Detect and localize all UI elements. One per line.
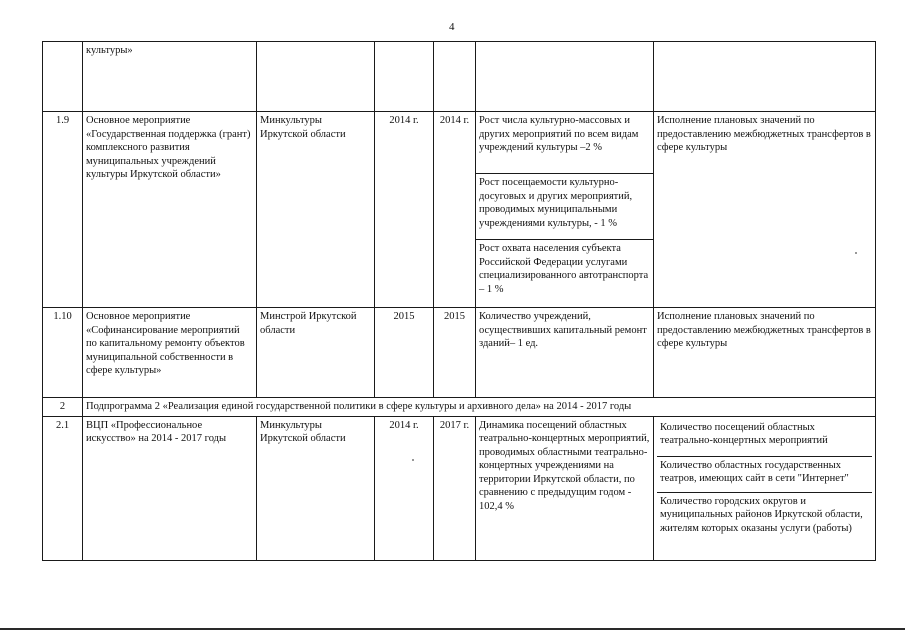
table-row-2-1 — [43, 416, 876, 560]
event-cell: Основное мероприятие «Государственная поддержка (грант) комплексного развития муниципальных учреждений культуры Иркутской области» — [83, 112, 257, 308]
start-year-cell: 2015 — [375, 308, 434, 398]
event-cell: культуры» — [83, 42, 257, 112]
end-year-cell — [434, 42, 476, 112]
table-row-subprogram-2 — [43, 398, 876, 417]
executor-cell — [257, 42, 375, 112]
event-cell: Основное мероприятие «Софинансирование мероприятий по капитальному ремонту объектов муниципальной собственности в сфере культуры» — [83, 308, 257, 398]
row-number: 2 — [43, 398, 83, 417]
table-row-1-10 — [43, 308, 876, 398]
end-year-cell: 2015 — [434, 308, 476, 398]
scan-speck — [855, 252, 857, 254]
indicator-cell: Рост посещаемости культурно-досуговых и других мероприятий, проводимых муниципальными учреждениями культуры, - 1 % — [476, 174, 654, 240]
indicator-cell: Рост числа культурно-массовых и других мероприятий по всем видам учреждений культуры –2 % — [476, 112, 654, 174]
end-year-cell: 2017 г. — [434, 416, 476, 560]
result-cell: Количество областных государственных театров, имеющих сайт в сети "Интернет" — [657, 457, 872, 493]
indicator-cell: Количество учреждений, осуществивших капитальный ремонт зданий– 1 ед. — [476, 308, 654, 398]
executor-cell: Минкультуры Иркутской области — [257, 416, 375, 560]
executor-cell: Минкультуры Иркутской области — [257, 112, 375, 308]
event-cell: ВЦП «Профессиональное искусство» на 2014 - 2017 годы — [83, 416, 257, 560]
row-number: 1.10 — [43, 308, 83, 398]
table-row-1-9 — [43, 112, 876, 174]
result-cell-group — [654, 416, 876, 560]
scan-speck — [412, 459, 414, 461]
indicator-cell — [476, 42, 654, 112]
indicator-cell: Динамика посещений областных театрально-концертных мероприятий, проводимых областными театрально-концертных учреждениями на территории Иркутской области, по сравнению с предыдущим годом - 102,4 % — [476, 416, 654, 560]
row-number: 1.9 — [43, 112, 83, 308]
result-cell — [654, 42, 876, 112]
table-row-continuation — [43, 42, 876, 112]
result-cell: Количество городских округов и муниципальных районов Иркутской области, жителям которых оказаны услуги (работы) — [660, 495, 863, 534]
start-year-cell: 2014 г. — [375, 416, 434, 560]
result-cell: Исполнение плановых значений по предоставлению межбюджетных трансфертов в сфере культуры — [654, 112, 876, 308]
indicator-cell: Рост охвата населения субъекта Российской Федерации услугами специализированного автотранспорта – 1 % — [476, 240, 654, 308]
executor-cell: Минстрой Иркутской области — [257, 308, 375, 398]
bottom-scan-edge — [0, 628, 905, 630]
page-number: 4 — [449, 21, 455, 33]
subprogram-title: Подпрограмма 2 «Реализация единой государственной политики в сфере культуры и архивного дела» на 2014 - 2017 годы — [83, 398, 876, 417]
start-year-cell — [375, 42, 434, 112]
row-number: 2.1 — [43, 416, 83, 560]
start-year-cell: 2014 г. — [375, 112, 434, 308]
result-cell: Исполнение плановых значений по предоставлению межбюджетных трансфертов в сфере культуры — [654, 308, 876, 398]
end-year-cell: 2014 г. — [434, 112, 476, 308]
row-number — [43, 42, 83, 112]
result-cell: Количество посещений областных театрально-концертных мероприятий — [657, 419, 872, 457]
program-table — [42, 41, 876, 561]
